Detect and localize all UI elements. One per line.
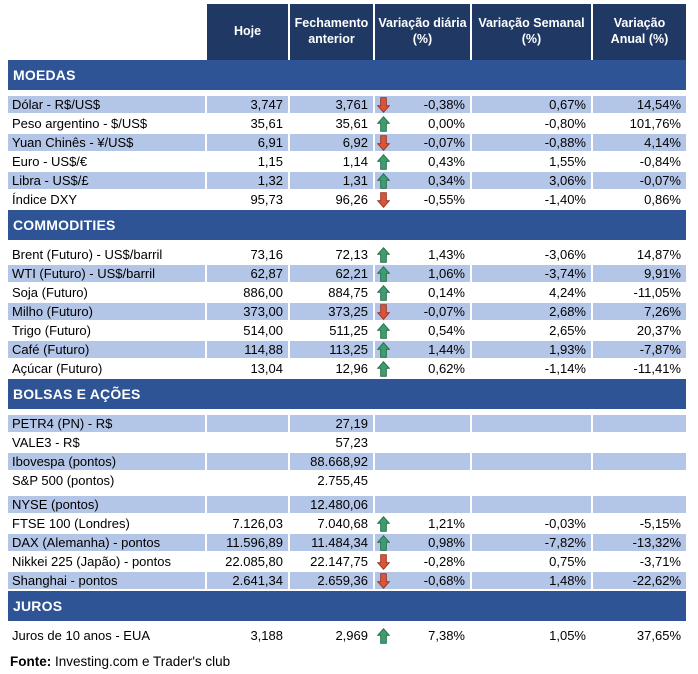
market-table <box>8 4 686 669</box>
table-row <box>8 627 686 646</box>
source-label: Fonte: <box>10 654 52 669</box>
table-row <box>8 246 686 265</box>
cell-hoje: 13,04 <box>207 360 290 377</box>
cell-fechamento-anterior: 2,969 <box>290 627 375 644</box>
variacao-diaria-value: 0,34% <box>428 173 465 188</box>
cell-fechamento-anterior: 62,21 <box>290 265 375 282</box>
column-header-variacao-anual: Variação Anual (%) <box>593 4 686 60</box>
row-label: S&P 500 (pontos) <box>8 472 207 489</box>
cell-variacao-semanal <box>472 472 593 489</box>
cell-hoje: 886,00 <box>207 284 290 301</box>
cell-fechamento-anterior: 7.040,68 <box>290 515 375 532</box>
cell-variacao-diaria <box>375 303 472 320</box>
row-label: Açúcar (Futuro) <box>8 360 207 377</box>
cell-hoje <box>207 453 290 470</box>
cell-variacao-diaria <box>375 553 472 570</box>
cell-variacao-semanal: -3,06% <box>472 246 593 263</box>
variacao-diaria-value: 1,06% <box>428 266 465 281</box>
table-row <box>8 472 686 491</box>
up-arrow-icon <box>377 627 390 644</box>
cell-fechamento-anterior: 373,25 <box>290 303 375 320</box>
cell-variacao-semanal <box>472 453 593 470</box>
section-rows <box>8 246 686 379</box>
cell-hoje <box>207 496 290 513</box>
cell-variacao-diaria <box>375 284 472 301</box>
cell-variacao-anual <box>593 434 686 451</box>
cell-variacao-semanal: 1,93% <box>472 341 593 358</box>
table-section <box>8 591 686 646</box>
table-section <box>8 210 686 379</box>
cell-variacao-semanal: -1,14% <box>472 360 593 377</box>
cell-fechamento-anterior: 88.668,92 <box>290 453 375 470</box>
down-arrow-icon <box>377 553 390 570</box>
cell-fechamento-anterior: 884,75 <box>290 284 375 301</box>
table-row <box>8 341 686 360</box>
source-text: Investing.com e Trader's club <box>51 654 231 669</box>
table-row <box>8 134 686 153</box>
cell-variacao-diaria <box>375 496 472 513</box>
row-label: Yuan Chinês - ¥/US$ <box>8 134 207 151</box>
table-row <box>8 496 686 515</box>
cell-variacao-diaria <box>375 341 472 358</box>
cell-hoje: 514,00 <box>207 322 290 339</box>
table-row <box>8 415 686 434</box>
table-row <box>8 96 686 115</box>
cell-variacao-anual <box>593 496 686 513</box>
cell-variacao-semanal: 2,68% <box>472 303 593 320</box>
up-arrow-icon <box>377 360 390 377</box>
variacao-diaria-value: 1,44% <box>428 342 465 357</box>
table-row <box>8 553 686 572</box>
cell-variacao-semanal: 0,75% <box>472 553 593 570</box>
cell-variacao-anual: -3,71% <box>639 554 681 569</box>
row-label: Trigo (Futuro) <box>8 322 207 339</box>
section-header-bar <box>8 210 686 240</box>
cell-variacao-semanal: 2,65% <box>472 322 593 339</box>
cell-variacao-anual: 9,91% <box>593 265 686 282</box>
cell-variacao-diaria <box>375 453 472 470</box>
section-title: JUROS <box>13 598 63 614</box>
cell-variacao-anual: 14,54% <box>593 96 686 113</box>
cell-variacao-semanal: -1,40% <box>472 191 593 208</box>
cell-variacao-anual: 4,14% <box>593 134 686 151</box>
row-label: PETR4 (PN) - R$ <box>8 415 207 432</box>
up-arrow-icon <box>377 341 390 358</box>
variacao-diaria-value: -0,07% <box>423 304 465 319</box>
table-section <box>8 379 686 591</box>
table-row <box>8 572 686 591</box>
variacao-diaria-value: -0,38% <box>423 97 465 112</box>
section-rows <box>8 96 686 210</box>
row-label: Ibovespa (pontos) <box>8 453 207 470</box>
variacao-diaria-value: 0,54% <box>428 323 465 338</box>
cell-fechamento-anterior: 2.755,45 <box>290 472 375 489</box>
row-label: Milho (Futuro) <box>8 303 207 320</box>
down-arrow-icon <box>377 572 390 589</box>
cell-variacao-diaria <box>375 472 472 489</box>
header-corner-spacer <box>8 4 207 60</box>
cell-variacao-semanal: -7,82% <box>472 534 593 551</box>
cell-variacao-anual: -11,41% <box>633 361 681 376</box>
cell-variacao-diaria <box>375 534 472 551</box>
cell-variacao-diaria <box>375 515 472 532</box>
cell-variacao-diaria <box>375 115 472 132</box>
table-row <box>8 172 686 191</box>
cell-fechamento-anterior: 1,14 <box>290 153 375 170</box>
cell-hoje: 6,91 <box>207 134 290 151</box>
cell-variacao-anual <box>593 472 686 489</box>
cell-fechamento-anterior: 3,761 <box>290 96 375 113</box>
cell-hoje: 3,747 <box>207 96 290 113</box>
cell-fechamento-anterior: 6,92 <box>290 134 375 151</box>
down-arrow-icon <box>377 134 390 151</box>
table-body <box>8 60 686 646</box>
table-row <box>8 115 686 134</box>
section-title: BOLSAS E AÇÕES <box>13 386 141 402</box>
table-row <box>8 191 686 210</box>
table-row <box>8 534 686 553</box>
up-arrow-icon <box>377 515 390 532</box>
cell-variacao-anual: 101,76% <box>629 116 681 131</box>
variacao-diaria-value: -0,68% <box>423 573 465 588</box>
cell-fechamento-anterior: 35,61 <box>290 115 375 132</box>
down-arrow-icon <box>377 96 390 113</box>
cell-fechamento-anterior: 12.480,06 <box>290 496 375 513</box>
up-arrow-icon <box>377 153 390 170</box>
cell-fechamento-anterior: 11.484,34 <box>290 534 375 551</box>
cell-variacao-diaria <box>375 360 472 377</box>
variacao-diaria-value: 0,43% <box>428 154 465 169</box>
cell-hoje <box>207 415 290 432</box>
column-header-hoje: Hoje <box>207 4 290 60</box>
cell-hoje <box>207 472 290 489</box>
cell-variacao-diaria <box>375 246 472 263</box>
variacao-diaria-value: 1,43% <box>428 247 465 262</box>
variacao-diaria-value: 0,14% <box>428 285 465 300</box>
cell-variacao-anual: 20,37% <box>636 323 681 338</box>
row-label: Peso argentino - $/US$ <box>8 115 207 132</box>
variacao-diaria-value: 0,62% <box>428 361 465 376</box>
cell-fechamento-anterior: 2.659,36 <box>290 572 375 589</box>
cell-hoje: 1,15 <box>207 153 290 170</box>
row-label: Shanghai - pontos <box>8 572 207 589</box>
cell-hoje: 3,188 <box>207 627 290 644</box>
cell-variacao-semanal: -0,88% <box>472 134 593 151</box>
cell-hoje: 73,16 <box>207 246 290 263</box>
table-row <box>8 284 686 303</box>
cell-variacao-diaria <box>375 153 472 170</box>
section-header-bar <box>8 60 686 90</box>
cell-variacao-semanal: 1,05% <box>472 627 593 644</box>
cell-variacao-semanal <box>472 496 593 513</box>
cell-hoje: 11.596,89 <box>207 534 290 551</box>
cell-fechamento-anterior: 57,23 <box>290 434 375 451</box>
cell-fechamento-anterior: 22.147,75 <box>290 553 375 570</box>
cell-variacao-semanal: 1,48% <box>472 572 593 589</box>
row-label: Nikkei 225 (Japão) - pontos <box>8 553 207 570</box>
column-header-variacao-semanal: Variação Semanal (%) <box>472 4 593 60</box>
cell-variacao-semanal: -0,03% <box>472 515 593 532</box>
cell-variacao-semanal: 4,24% <box>472 284 593 301</box>
variacao-diaria-value: 0,00% <box>428 116 465 131</box>
cell-variacao-anual: 7,26% <box>593 303 686 320</box>
table-row <box>8 322 686 341</box>
cell-variacao-diaria <box>375 322 472 339</box>
row-label: Índice DXY <box>8 191 207 208</box>
variacao-diaria-value: -0,55% <box>423 192 465 207</box>
cell-variacao-anual: -11,05% <box>633 285 681 300</box>
column-header-fechamento-anterior: Fechamento anterior <box>290 4 375 60</box>
cell-hoje: 22.085,80 <box>207 553 290 570</box>
cell-variacao-semanal: -3,74% <box>472 265 593 282</box>
section-rows <box>8 627 686 646</box>
cell-fechamento-anterior: 12,96 <box>290 360 375 377</box>
section-header-bar <box>8 379 686 409</box>
cell-variacao-semanal: 0,67% <box>472 96 593 113</box>
cell-fechamento-anterior: 72,13 <box>290 246 375 263</box>
cell-fechamento-anterior: 511,25 <box>290 322 375 339</box>
section-title: COMMODITIES <box>13 217 116 233</box>
cell-variacao-semanal <box>472 434 593 451</box>
cell-variacao-semanal: -0,80% <box>472 115 593 132</box>
cell-variacao-anual: -0,07% <box>593 172 686 189</box>
cell-variacao-semanal: 1,55% <box>472 153 593 170</box>
cell-variacao-diaria <box>375 172 472 189</box>
cell-hoje: 95,73 <box>207 191 290 208</box>
up-arrow-icon <box>377 265 390 282</box>
cell-variacao-diaria <box>375 627 472 644</box>
table-row <box>8 303 686 322</box>
row-label: Brent (Futuro) - US$/barril <box>8 246 207 263</box>
cell-variacao-anual <box>593 453 686 470</box>
cell-hoje: 2.641,34 <box>207 572 290 589</box>
cell-variacao-diaria <box>375 572 472 589</box>
table-section <box>8 60 686 210</box>
section-title: MOEDAS <box>13 67 76 83</box>
cell-hoje: 7.126,03 <box>207 515 290 532</box>
cell-variacao-diaria <box>375 415 472 432</box>
table-row <box>8 434 686 453</box>
table-row <box>8 453 686 472</box>
cell-fechamento-anterior: 113,25 <box>290 341 375 358</box>
cell-variacao-diaria <box>375 96 472 113</box>
up-arrow-icon <box>377 115 390 132</box>
variacao-diaria-value: 0,98% <box>428 535 465 550</box>
row-label: FTSE 100 (Londres) <box>8 515 207 532</box>
down-arrow-icon <box>377 191 390 208</box>
cell-variacao-anual <box>593 415 686 432</box>
cell-variacao-anual: -7,87% <box>593 341 686 358</box>
section-rows <box>8 415 686 591</box>
cell-variacao-diaria <box>375 134 472 151</box>
row-label: Juros de 10 anos - EUA <box>8 627 207 644</box>
cell-variacao-anual: 14,87% <box>636 247 681 262</box>
variacao-diaria-value: 7,38% <box>428 628 465 643</box>
cell-hoje: 62,87 <box>207 265 290 282</box>
table-row <box>8 265 686 284</box>
variacao-diaria-value: 1,21% <box>428 516 465 531</box>
cell-fechamento-anterior: 1,31 <box>290 172 375 189</box>
cell-hoje: 35,61 <box>207 115 290 132</box>
cell-variacao-anual: -5,15% <box>639 516 681 531</box>
up-arrow-icon <box>377 322 390 339</box>
cell-variacao-diaria <box>375 434 472 451</box>
cell-hoje: 114,88 <box>207 341 290 358</box>
row-label: WTI (Futuro) - US$/barril <box>8 265 207 282</box>
cell-variacao-anual: 37,65% <box>636 628 681 643</box>
down-arrow-icon <box>377 303 390 320</box>
up-arrow-icon <box>377 534 390 551</box>
cell-variacao-anual: -22,62% <box>593 572 686 589</box>
cell-hoje: 373,00 <box>207 303 290 320</box>
section-header-bar <box>8 591 686 621</box>
table-row <box>8 360 686 379</box>
source-note <box>8 654 686 669</box>
variacao-diaria-value: -0,28% <box>423 554 465 569</box>
row-label: DAX (Alemanha) - pontos <box>8 534 207 551</box>
cell-hoje: 1,32 <box>207 172 290 189</box>
variacao-diaria-value: -0,07% <box>423 135 465 150</box>
row-label: Café (Futuro) <box>8 341 207 358</box>
cell-hoje <box>207 434 290 451</box>
cell-fechamento-anterior: 27,19 <box>290 415 375 432</box>
cell-variacao-anual: -0,84% <box>639 154 681 169</box>
row-label: Soja (Futuro) <box>8 284 207 301</box>
row-label: Dólar - R$/US$ <box>8 96 207 113</box>
cell-variacao-anual: 0,86% <box>644 192 681 207</box>
cell-variacao-semanal: 3,06% <box>472 172 593 189</box>
row-label: Libra - US$/£ <box>8 172 207 189</box>
table-row <box>8 153 686 172</box>
table-row <box>8 515 686 534</box>
up-arrow-icon <box>377 246 390 263</box>
up-arrow-icon <box>377 284 390 301</box>
table-header-row <box>8 4 686 60</box>
up-arrow-icon <box>377 172 390 189</box>
row-label: VALE3 - R$ <box>8 434 207 451</box>
cell-variacao-anual: -13,32% <box>593 534 686 551</box>
cell-variacao-diaria <box>375 265 472 282</box>
cell-variacao-semanal <box>472 415 593 432</box>
cell-variacao-diaria <box>375 191 472 208</box>
row-label: Euro - US$/€ <box>8 153 207 170</box>
row-label: NYSE (pontos) <box>8 496 207 513</box>
column-header-variacao-diaria: Variação diária (%) <box>375 4 472 60</box>
cell-fechamento-anterior: 96,26 <box>290 191 375 208</box>
